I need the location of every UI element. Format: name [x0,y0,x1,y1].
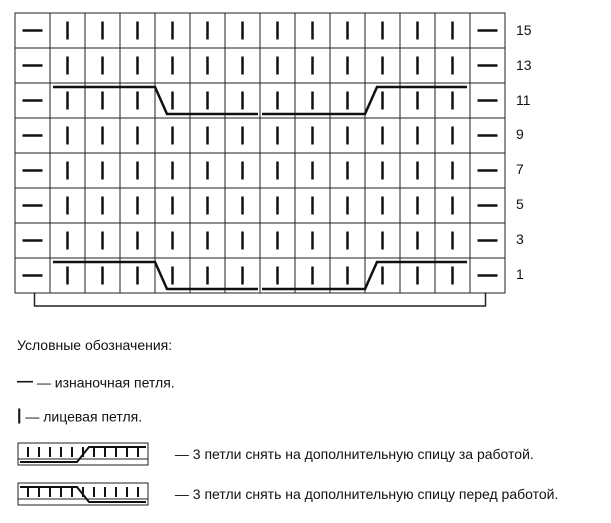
row-number-13: 13 [516,57,532,73]
repeat-bracket [35,293,486,306]
legend-cable-front-text: — 3 петли снять на дополнительную спицу перед работой. [174,486,559,502]
row-number-15: 15 [516,22,532,38]
row-number-9: 9 [516,126,524,142]
legend-purl-text: — изнаночная петля. [36,374,175,391]
purl-symbol: — [17,373,33,391]
cable-back-symbol [17,442,149,466]
legend-cable-back [17,442,534,466]
legend-cable-back-text: — 3 петли снять на дополнительную спицу за работой. [174,446,534,462]
legend-title: Условные обозначения: [17,337,173,353]
row-number-3: 3 [516,231,524,247]
knit-symbol: | [17,407,22,425]
cable-front-symbol [17,482,149,506]
legend-knit [17,406,142,425]
legend-purl [17,372,175,391]
row-number-7: 7 [516,161,524,177]
row-number-11: 11 [516,92,531,108]
legend-knit-text: — лицевая петля. [25,408,143,425]
legend-cable-front [17,482,558,506]
row-number-5: 5 [516,196,524,212]
row-number-1: 1 [516,266,524,282]
